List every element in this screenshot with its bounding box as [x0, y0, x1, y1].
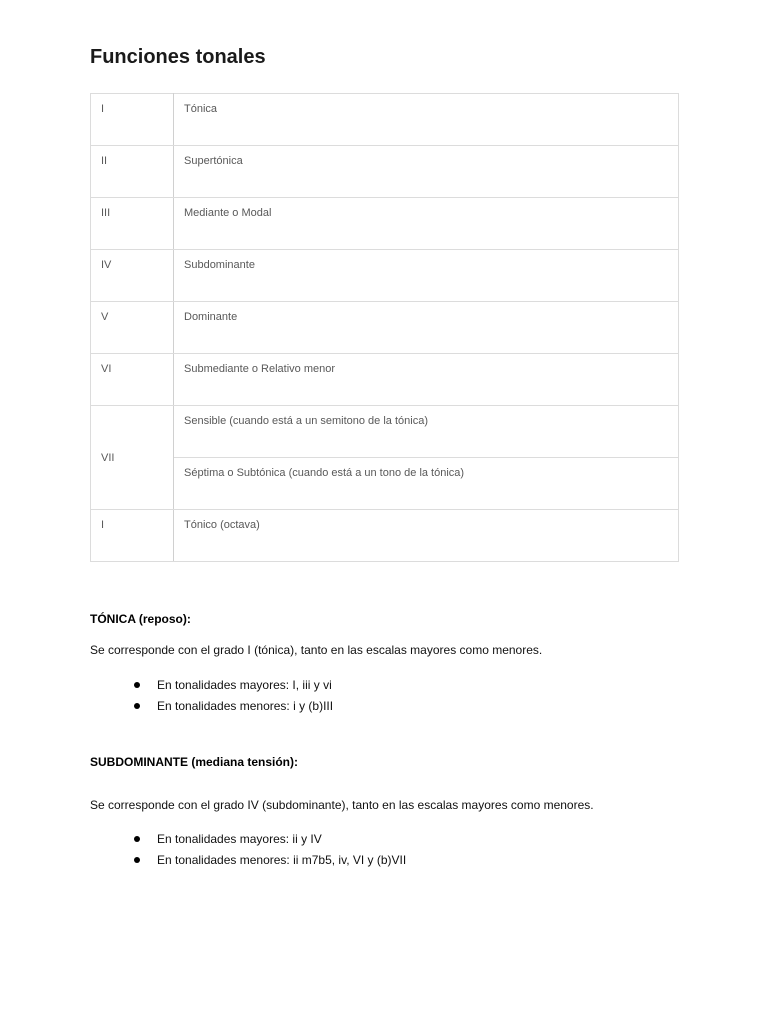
bullet-list [133, 677, 333, 719]
list-item [133, 698, 333, 719]
degree-cell: IV [91, 250, 174, 302]
list-item [133, 677, 333, 698]
page-title: Funciones tonales [90, 46, 266, 68]
degree-cell: III [91, 198, 174, 250]
function-cell: Subdominante [174, 250, 679, 302]
bullet-icon [134, 857, 140, 863]
function-cell: Sensible (cuando está a un semitono de la tónica) [174, 406, 679, 458]
function-cell: Tónica [174, 94, 679, 146]
bullet-icon [134, 836, 140, 842]
table-row [91, 198, 679, 250]
function-cell: Supertónica [174, 146, 679, 198]
function-cell: Séptima o Subtónica (cuando está a un tono de la tónica) [174, 458, 679, 510]
section-heading-tonica: TÓNICA (reposo): [90, 612, 191, 626]
degree-cell: II [91, 146, 174, 198]
function-cell: Tónico (octava) [174, 510, 679, 562]
function-cell: Submediante o Relativo menor [174, 354, 679, 406]
table-row [91, 302, 679, 354]
section-heading-subdominante: SUBDOMINANTE (mediana tensión): [90, 755, 299, 769]
bullet-icon [134, 703, 140, 709]
function-cell: Dominante [174, 302, 679, 354]
list-item [133, 831, 406, 852]
table-row [91, 146, 679, 198]
degree-cell: I [91, 94, 174, 146]
list-item-text: En tonalidades menores: ii m7b5, iv, VI y (b)VII [157, 853, 407, 867]
list-item-text: En tonalidades mayores: ii y IV [157, 832, 322, 846]
degree-cell: VI [91, 354, 174, 406]
bullet-icon [134, 682, 140, 688]
section-paragraph: Se corresponde con el grado IV (subdominante), tanto en las escalas mayores como menores. [90, 798, 594, 812]
list-item [133, 852, 406, 873]
degree-cell: I [91, 510, 174, 562]
table-row [91, 94, 679, 146]
bullet-list [133, 831, 406, 873]
degree-cell: V [91, 302, 174, 354]
table-row [91, 458, 679, 510]
list-item-text: En tonalidades menores: i y (b)III [157, 699, 334, 713]
table-row [91, 406, 679, 458]
table-row [91, 354, 679, 406]
function-cell: Mediante o Modal [174, 198, 679, 250]
table-row [91, 510, 679, 562]
list-item-text: En tonalidades mayores: I, iii y vi [157, 678, 332, 692]
section-paragraph: Se corresponde con el grado I (tónica), tanto en las escalas mayores como menores. [90, 643, 543, 657]
degree-cell: VII [91, 406, 174, 510]
table-row [91, 250, 679, 302]
tonal-functions-table [90, 93, 679, 562]
